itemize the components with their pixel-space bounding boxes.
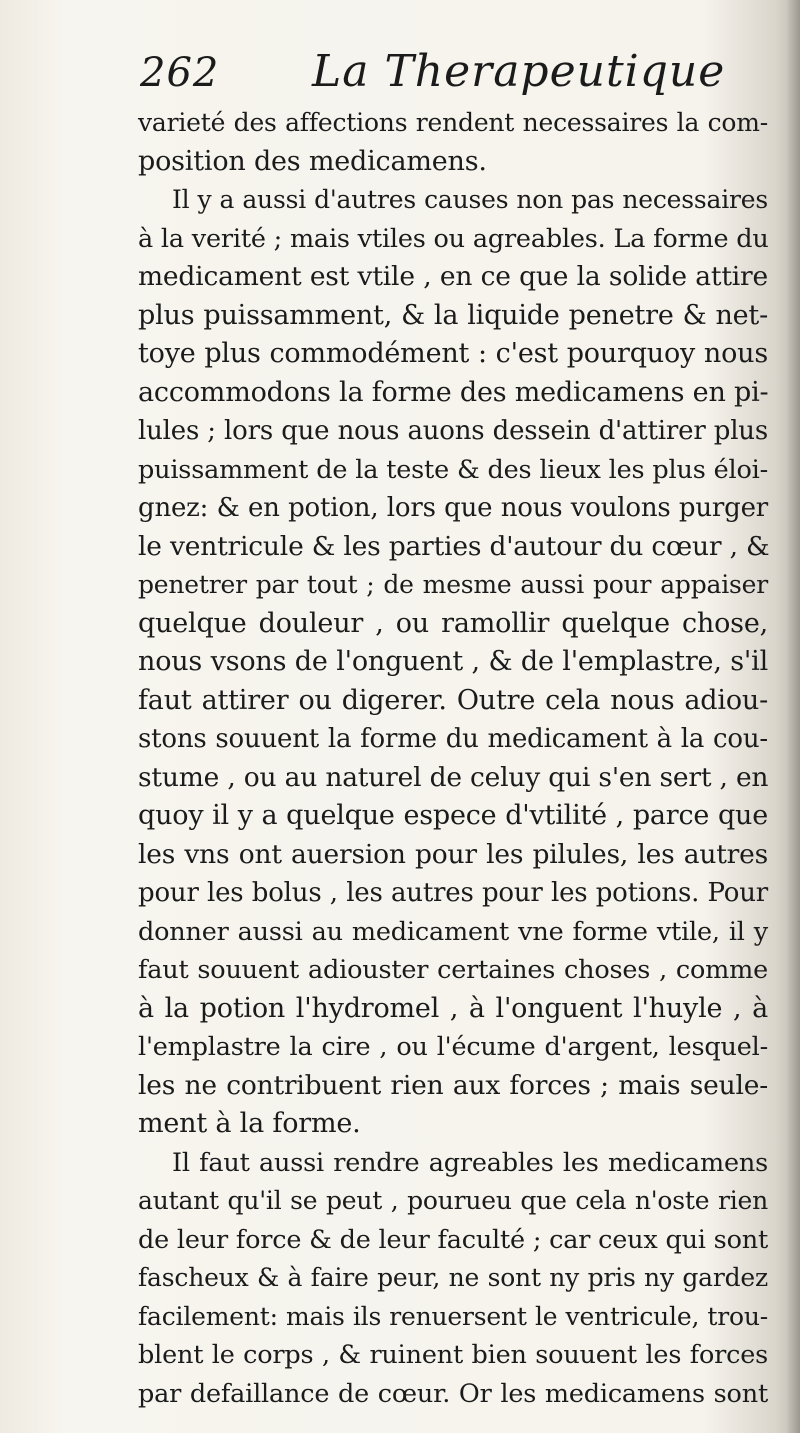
- running-title: La Therapeutique: [312, 46, 726, 97]
- text-line: l'emplastre la cire , ou l'écume d'argent, lesquel-: [138, 1032, 768, 1062]
- page-header: [140, 40, 780, 100]
- text-line: le ventricule & les parties d'autour du cœur , &: [138, 530, 770, 562]
- text-line: plus puissamment, & la liquide penetre & net-: [138, 299, 768, 331]
- text-line: quelque douleur , ou ramollir quelque chose,: [138, 607, 768, 639]
- text-line: à la verité ; mais vtiles ou agreables. La forme du: [138, 223, 769, 254]
- text-line: à la potion l'hydromel , à l'onguent l'huyle , à: [138, 992, 768, 1024]
- text-line: varieté des affections rendent necessaires la com-: [138, 108, 768, 137]
- text-line: stons souuent la forme du medicament à la cou-: [138, 724, 768, 754]
- text-line: penetrer par tout ; de mesme aussi pour appaiser: [138, 570, 768, 599]
- text-line: facilement: mais ils renuersent le ventricule, trou-: [138, 1301, 768, 1331]
- text-line: fascheux & à faire peur, ne sont ny pris ny gardez: [138, 1263, 768, 1292]
- text-line: nous vsons de l'onguent , & de l'emplastre, s'il: [138, 646, 768, 677]
- text-line: faut attirer ou digerer. Outre cela nous adiou-: [138, 684, 768, 716]
- text-line: de leur force & de leur faculté ; car ceux qui sont: [138, 1224, 768, 1255]
- text-line: medicament est vtile , en ce que la solide attire: [138, 261, 768, 292]
- text-line: quoy il y a quelque espece d'vtilité , parce que: [138, 800, 768, 831]
- text-line: blent le corps , & ruinent bien souuent les forces: [138, 1340, 768, 1370]
- text-line: accommodons la forme des medicamens en pi-: [138, 376, 769, 408]
- text-line: autant qu'il se peut , pourueu que cela n'oste rien: [138, 1186, 768, 1215]
- text-line: pour les bolus , les autres pour les potions. Pour: [138, 878, 768, 908]
- text-line: lules ; lors que nous auons dessein d'attirer plus: [138, 416, 768, 446]
- text-line: stume , ou au naturel de celuy qui s'en sert , en: [138, 761, 769, 793]
- text-line: les vns ont auersion pour les pilules, les autres: [138, 838, 768, 870]
- paragraph-start-line: Il y a aussi d'autres causes non pas necessaires: [172, 185, 768, 214]
- text-line: donner aussi au medicament vne forme vtile, il y: [138, 916, 768, 947]
- body-text: [138, 104, 768, 1413]
- paragraph-start-line: Il faut aussi rendre agreables les medicamens: [172, 1147, 768, 1178]
- text-line: toye plus commodément : c'est pourquoy nous: [138, 338, 768, 369]
- page-number: 262: [140, 50, 220, 96]
- text-line: les ne contribuent rien aux forces ; mais seule-: [138, 1069, 768, 1101]
- text-line: ment à la forme.: [138, 1108, 361, 1139]
- page-gutter-shadow: [786, 0, 800, 1433]
- text-line: par defaillance de cœur. Or les medicamens sont: [138, 1378, 768, 1409]
- text-line: position des medicamens.: [138, 145, 487, 177]
- text-line: gnez: & en potion, lors que nous voulons purger: [138, 493, 768, 523]
- text-line: puissamment de la teste & des lieux les plus éloi-: [138, 454, 768, 485]
- text-line: faut souuent adiouster certaines choses , comme: [138, 955, 768, 985]
